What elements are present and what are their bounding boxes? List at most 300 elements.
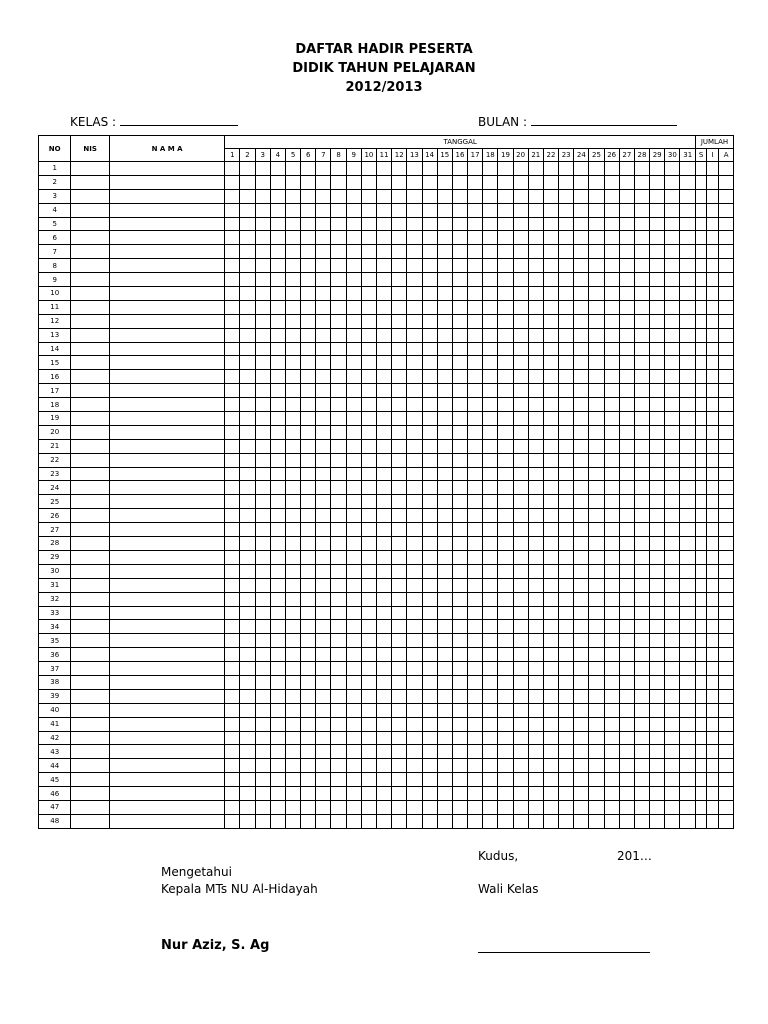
attendance-cell[interactable] xyxy=(498,328,513,342)
attendance-cell[interactable] xyxy=(680,231,696,245)
attendance-cell[interactable] xyxy=(468,634,483,648)
attendance-cell[interactable] xyxy=(407,342,422,356)
attendance-cell[interactable] xyxy=(719,398,734,412)
attendance-cell[interactable] xyxy=(407,370,422,384)
attendance-cell[interactable] xyxy=(543,328,558,342)
attendance-cell[interactable] xyxy=(407,592,422,606)
attendance-cell[interactable] xyxy=(680,481,696,495)
attendance-cell[interactable] xyxy=(407,523,422,537)
attendance-cell[interactable] xyxy=(407,537,422,551)
attendance-cell[interactable] xyxy=(346,537,361,551)
attendance-cell[interactable] xyxy=(346,759,361,773)
attendance-cell[interactable] xyxy=(559,370,574,384)
attendance-cell[interactable] xyxy=(301,481,316,495)
attendance-cell[interactable] xyxy=(331,203,346,217)
attendance-cell[interactable] xyxy=(574,439,589,453)
attendance-cell[interactable] xyxy=(422,453,437,467)
attendance-cell[interactable] xyxy=(483,509,498,523)
attendance-cell[interactable] xyxy=(407,648,422,662)
nama-cell[interactable] xyxy=(109,759,224,773)
attendance-cell[interactable] xyxy=(331,523,346,537)
attendance-cell[interactable] xyxy=(574,523,589,537)
attendance-cell[interactable] xyxy=(696,175,707,189)
attendance-cell[interactable] xyxy=(437,509,452,523)
attendance-cell[interactable] xyxy=(589,662,604,676)
attendance-cell[interactable] xyxy=(452,273,467,287)
attendance-cell[interactable] xyxy=(650,328,665,342)
attendance-cell[interactable] xyxy=(407,231,422,245)
attendance-cell[interactable] xyxy=(225,509,240,523)
attendance-cell[interactable] xyxy=(650,287,665,301)
attendance-cell[interactable] xyxy=(604,231,619,245)
attendance-cell[interactable] xyxy=(696,162,707,176)
attendance-cell[interactable] xyxy=(498,231,513,245)
attendance-cell[interactable] xyxy=(407,578,422,592)
attendance-cell[interactable] xyxy=(255,162,270,176)
attendance-cell[interactable] xyxy=(377,287,392,301)
attendance-cell[interactable] xyxy=(301,537,316,551)
nis-cell[interactable] xyxy=(71,523,109,537)
attendance-cell[interactable] xyxy=(316,814,331,828)
attendance-cell[interactable] xyxy=(513,189,528,203)
attendance-cell[interactable] xyxy=(255,717,270,731)
attendance-cell[interactable] xyxy=(225,578,240,592)
attendance-cell[interactable] xyxy=(559,203,574,217)
attendance-cell[interactable] xyxy=(468,412,483,426)
attendance-cell[interactable] xyxy=(331,439,346,453)
attendance-cell[interactable] xyxy=(361,245,376,259)
attendance-cell[interactable] xyxy=(619,314,634,328)
attendance-cell[interactable] xyxy=(437,217,452,231)
attendance-cell[interactable] xyxy=(270,203,285,217)
attendance-cell[interactable] xyxy=(285,648,300,662)
attendance-cell[interactable] xyxy=(285,495,300,509)
attendance-cell[interactable] xyxy=(707,384,719,398)
attendance-cell[interactable] xyxy=(707,523,719,537)
attendance-cell[interactable] xyxy=(240,689,255,703)
attendance-cell[interactable] xyxy=(270,564,285,578)
attendance-cell[interactable] xyxy=(270,523,285,537)
attendance-cell[interactable] xyxy=(528,606,543,620)
attendance-cell[interactable] xyxy=(589,342,604,356)
attendance-cell[interactable] xyxy=(468,175,483,189)
attendance-cell[interactable] xyxy=(240,370,255,384)
attendance-cell[interactable] xyxy=(361,495,376,509)
attendance-cell[interactable] xyxy=(331,759,346,773)
attendance-cell[interactable] xyxy=(316,328,331,342)
attendance-cell[interactable] xyxy=(498,217,513,231)
attendance-cell[interactable] xyxy=(719,662,734,676)
attendance-cell[interactable] xyxy=(680,356,696,370)
attendance-cell[interactable] xyxy=(361,453,376,467)
attendance-cell[interactable] xyxy=(270,787,285,801)
nis-cell[interactable] xyxy=(71,245,109,259)
attendance-cell[interactable] xyxy=(270,314,285,328)
attendance-cell[interactable] xyxy=(604,745,619,759)
attendance-cell[interactable] xyxy=(543,481,558,495)
attendance-cell[interactable] xyxy=(301,620,316,634)
attendance-cell[interactable] xyxy=(270,328,285,342)
nis-cell[interactable] xyxy=(71,370,109,384)
attendance-cell[interactable] xyxy=(680,342,696,356)
attendance-cell[interactable] xyxy=(407,356,422,370)
attendance-cell[interactable] xyxy=(407,731,422,745)
attendance-cell[interactable] xyxy=(589,425,604,439)
attendance-cell[interactable] xyxy=(543,634,558,648)
attendance-cell[interactable] xyxy=(650,384,665,398)
attendance-cell[interactable] xyxy=(604,300,619,314)
attendance-cell[interactable] xyxy=(528,634,543,648)
attendance-cell[interactable] xyxy=(377,412,392,426)
attendance-cell[interactable] xyxy=(422,217,437,231)
attendance-cell[interactable] xyxy=(719,814,734,828)
attendance-cell[interactable] xyxy=(468,328,483,342)
attendance-cell[interactable] xyxy=(468,578,483,592)
attendance-cell[interactable] xyxy=(392,231,407,245)
attendance-cell[interactable] xyxy=(634,439,649,453)
attendance-cell[interactable] xyxy=(240,606,255,620)
attendance-cell[interactable] xyxy=(719,717,734,731)
attendance-cell[interactable] xyxy=(559,328,574,342)
attendance-cell[interactable] xyxy=(270,259,285,273)
attendance-cell[interactable] xyxy=(361,342,376,356)
attendance-cell[interactable] xyxy=(665,620,680,634)
attendance-cell[interactable] xyxy=(452,259,467,273)
attendance-cell[interactable] xyxy=(665,731,680,745)
attendance-cell[interactable] xyxy=(574,745,589,759)
attendance-cell[interactable] xyxy=(301,203,316,217)
attendance-cell[interactable] xyxy=(225,731,240,745)
attendance-cell[interactable] xyxy=(346,550,361,564)
attendance-cell[interactable] xyxy=(589,731,604,745)
attendance-cell[interactable] xyxy=(392,453,407,467)
attendance-cell[interactable] xyxy=(361,231,376,245)
attendance-cell[interactable] xyxy=(468,689,483,703)
attendance-cell[interactable] xyxy=(301,787,316,801)
nama-cell[interactable] xyxy=(109,634,224,648)
attendance-cell[interactable] xyxy=(392,745,407,759)
nama-cell[interactable] xyxy=(109,412,224,426)
attendance-cell[interactable] xyxy=(634,745,649,759)
attendance-cell[interactable] xyxy=(331,634,346,648)
attendance-cell[interactable] xyxy=(719,689,734,703)
attendance-cell[interactable] xyxy=(422,578,437,592)
nama-cell[interactable] xyxy=(109,245,224,259)
attendance-cell[interactable] xyxy=(665,550,680,564)
attendance-cell[interactable] xyxy=(559,412,574,426)
attendance-cell[interactable] xyxy=(634,453,649,467)
attendance-cell[interactable] xyxy=(604,550,619,564)
attendance-cell[interactable] xyxy=(422,592,437,606)
attendance-cell[interactable] xyxy=(498,356,513,370)
attendance-cell[interactable] xyxy=(225,717,240,731)
attendance-cell[interactable] xyxy=(634,273,649,287)
attendance-cell[interactable] xyxy=(468,370,483,384)
attendance-cell[interactable] xyxy=(316,648,331,662)
attendance-cell[interactable] xyxy=(665,398,680,412)
attendance-cell[interactable] xyxy=(452,384,467,398)
attendance-cell[interactable] xyxy=(377,328,392,342)
attendance-cell[interactable] xyxy=(665,328,680,342)
attendance-cell[interactable] xyxy=(634,287,649,301)
attendance-cell[interactable] xyxy=(316,745,331,759)
attendance-cell[interactable] xyxy=(422,300,437,314)
nama-cell[interactable] xyxy=(109,509,224,523)
attendance-cell[interactable] xyxy=(422,425,437,439)
nis-cell[interactable] xyxy=(71,703,109,717)
attendance-cell[interactable] xyxy=(680,814,696,828)
nis-cell[interactable] xyxy=(71,689,109,703)
attendance-cell[interactable] xyxy=(498,162,513,176)
attendance-cell[interactable] xyxy=(719,620,734,634)
nis-cell[interactable] xyxy=(71,162,109,176)
attendance-cell[interactable] xyxy=(392,300,407,314)
attendance-cell[interactable] xyxy=(513,731,528,745)
attendance-cell[interactable] xyxy=(377,189,392,203)
attendance-cell[interactable] xyxy=(528,662,543,676)
attendance-cell[interactable] xyxy=(452,162,467,176)
nis-cell[interactable] xyxy=(71,439,109,453)
attendance-cell[interactable] xyxy=(483,523,498,537)
attendance-cell[interactable] xyxy=(270,675,285,689)
attendance-cell[interactable] xyxy=(528,703,543,717)
attendance-cell[interactable] xyxy=(543,814,558,828)
attendance-cell[interactable] xyxy=(468,314,483,328)
attendance-cell[interactable] xyxy=(270,759,285,773)
attendance-cell[interactable] xyxy=(707,467,719,481)
attendance-cell[interactable] xyxy=(377,662,392,676)
attendance-cell[interactable] xyxy=(392,717,407,731)
attendance-cell[interactable] xyxy=(255,550,270,564)
attendance-cell[interactable] xyxy=(468,620,483,634)
attendance-cell[interactable] xyxy=(437,287,452,301)
attendance-cell[interactable] xyxy=(285,314,300,328)
attendance-cell[interactable] xyxy=(316,634,331,648)
attendance-cell[interactable] xyxy=(240,703,255,717)
attendance-cell[interactable] xyxy=(634,162,649,176)
attendance-cell[interactable] xyxy=(483,245,498,259)
attendance-cell[interactable] xyxy=(285,509,300,523)
attendance-cell[interactable] xyxy=(392,370,407,384)
attendance-cell[interactable] xyxy=(680,731,696,745)
attendance-cell[interactable] xyxy=(619,634,634,648)
attendance-cell[interactable] xyxy=(316,703,331,717)
attendance-cell[interactable] xyxy=(634,467,649,481)
attendance-cell[interactable] xyxy=(301,342,316,356)
attendance-cell[interactable] xyxy=(650,314,665,328)
attendance-cell[interactable] xyxy=(270,800,285,814)
attendance-cell[interactable] xyxy=(604,189,619,203)
attendance-cell[interactable] xyxy=(619,356,634,370)
attendance-cell[interactable] xyxy=(707,537,719,551)
attendance-cell[interactable] xyxy=(680,800,696,814)
attendance-cell[interactable] xyxy=(634,592,649,606)
attendance-cell[interactable] xyxy=(240,384,255,398)
attendance-cell[interactable] xyxy=(346,467,361,481)
nis-cell[interactable] xyxy=(71,314,109,328)
attendance-cell[interactable] xyxy=(619,731,634,745)
attendance-cell[interactable] xyxy=(316,731,331,745)
attendance-cell[interactable] xyxy=(407,675,422,689)
attendance-cell[interactable] xyxy=(513,675,528,689)
attendance-cell[interactable] xyxy=(452,314,467,328)
attendance-cell[interactable] xyxy=(285,384,300,398)
attendance-cell[interactable] xyxy=(468,703,483,717)
nama-cell[interactable] xyxy=(109,453,224,467)
attendance-cell[interactable] xyxy=(270,592,285,606)
nis-cell[interactable] xyxy=(71,550,109,564)
attendance-cell[interactable] xyxy=(707,189,719,203)
attendance-cell[interactable] xyxy=(331,550,346,564)
attendance-cell[interactable] xyxy=(543,745,558,759)
attendance-cell[interactable] xyxy=(634,537,649,551)
attendance-cell[interactable] xyxy=(392,467,407,481)
attendance-cell[interactable] xyxy=(665,800,680,814)
attendance-cell[interactable] xyxy=(316,717,331,731)
attendance-cell[interactable] xyxy=(452,398,467,412)
attendance-cell[interactable] xyxy=(270,273,285,287)
attendance-cell[interactable] xyxy=(574,273,589,287)
attendance-cell[interactable] xyxy=(437,495,452,509)
attendance-cell[interactable] xyxy=(589,800,604,814)
attendance-cell[interactable] xyxy=(225,675,240,689)
attendance-cell[interactable] xyxy=(513,523,528,537)
attendance-cell[interactable] xyxy=(604,787,619,801)
nis-cell[interactable] xyxy=(71,787,109,801)
attendance-cell[interactable] xyxy=(696,217,707,231)
attendance-cell[interactable] xyxy=(528,745,543,759)
attendance-cell[interactable] xyxy=(483,731,498,745)
attendance-cell[interactable] xyxy=(392,564,407,578)
attendance-cell[interactable] xyxy=(316,162,331,176)
attendance-cell[interactable] xyxy=(665,606,680,620)
attendance-cell[interactable] xyxy=(498,259,513,273)
attendance-cell[interactable] xyxy=(707,162,719,176)
attendance-cell[interactable] xyxy=(696,564,707,578)
attendance-cell[interactable] xyxy=(513,412,528,426)
attendance-cell[interactable] xyxy=(346,509,361,523)
attendance-cell[interactable] xyxy=(331,481,346,495)
attendance-cell[interactable] xyxy=(285,731,300,745)
attendance-cell[interactable] xyxy=(468,439,483,453)
attendance-cell[interactable] xyxy=(452,564,467,578)
attendance-cell[interactable] xyxy=(574,259,589,273)
attendance-cell[interactable] xyxy=(468,759,483,773)
attendance-cell[interactable] xyxy=(589,703,604,717)
attendance-cell[interactable] xyxy=(513,745,528,759)
attendance-cell[interactable] xyxy=(346,481,361,495)
attendance-cell[interactable] xyxy=(468,162,483,176)
attendance-cell[interactable] xyxy=(665,175,680,189)
attendance-cell[interactable] xyxy=(346,287,361,301)
attendance-cell[interactable] xyxy=(422,495,437,509)
attendance-cell[interactable] xyxy=(437,425,452,439)
attendance-cell[interactable] xyxy=(543,175,558,189)
attendance-cell[interactable] xyxy=(559,189,574,203)
attendance-cell[interactable] xyxy=(528,787,543,801)
attendance-cell[interactable] xyxy=(634,245,649,259)
attendance-cell[interactable] xyxy=(498,787,513,801)
attendance-cell[interactable] xyxy=(528,550,543,564)
attendance-cell[interactable] xyxy=(559,564,574,578)
attendance-cell[interactable] xyxy=(422,162,437,176)
attendance-cell[interactable] xyxy=(696,537,707,551)
attendance-cell[interactable] xyxy=(543,731,558,745)
attendance-cell[interactable] xyxy=(513,356,528,370)
attendance-cell[interactable] xyxy=(559,759,574,773)
attendance-cell[interactable] xyxy=(528,439,543,453)
attendance-cell[interactable] xyxy=(225,259,240,273)
attendance-cell[interactable] xyxy=(650,300,665,314)
attendance-cell[interactable] xyxy=(255,537,270,551)
attendance-cell[interactable] xyxy=(361,189,376,203)
attendance-cell[interactable] xyxy=(452,717,467,731)
attendance-cell[interactable] xyxy=(392,689,407,703)
attendance-cell[interactable] xyxy=(392,273,407,287)
attendance-cell[interactable] xyxy=(240,425,255,439)
attendance-cell[interactable] xyxy=(498,689,513,703)
attendance-cell[interactable] xyxy=(604,537,619,551)
attendance-cell[interactable] xyxy=(437,398,452,412)
attendance-cell[interactable] xyxy=(559,509,574,523)
attendance-cell[interactable] xyxy=(680,287,696,301)
attendance-cell[interactable] xyxy=(665,259,680,273)
attendance-cell[interactable] xyxy=(680,648,696,662)
attendance-cell[interactable] xyxy=(452,453,467,467)
attendance-cell[interactable] xyxy=(483,189,498,203)
attendance-cell[interactable] xyxy=(719,412,734,426)
attendance-cell[interactable] xyxy=(407,203,422,217)
attendance-cell[interactable] xyxy=(634,550,649,564)
attendance-cell[interactable] xyxy=(543,467,558,481)
attendance-cell[interactable] xyxy=(468,745,483,759)
attendance-cell[interactable] xyxy=(589,495,604,509)
attendance-cell[interactable] xyxy=(543,453,558,467)
attendance-cell[interactable] xyxy=(437,800,452,814)
attendance-cell[interactable] xyxy=(543,287,558,301)
attendance-cell[interactable] xyxy=(346,717,361,731)
attendance-cell[interactable] xyxy=(331,384,346,398)
attendance-cell[interactable] xyxy=(285,287,300,301)
attendance-cell[interactable] xyxy=(422,259,437,273)
attendance-cell[interactable] xyxy=(680,662,696,676)
attendance-cell[interactable] xyxy=(650,509,665,523)
attendance-cell[interactable] xyxy=(270,245,285,259)
attendance-cell[interactable] xyxy=(331,342,346,356)
attendance-cell[interactable] xyxy=(665,648,680,662)
attendance-cell[interactable] xyxy=(301,245,316,259)
attendance-cell[interactable] xyxy=(513,648,528,662)
attendance-cell[interactable] xyxy=(604,662,619,676)
attendance-cell[interactable] xyxy=(559,245,574,259)
attendance-cell[interactable] xyxy=(285,356,300,370)
attendance-cell[interactable] xyxy=(483,675,498,689)
attendance-cell[interactable] xyxy=(528,523,543,537)
attendance-cell[interactable] xyxy=(285,300,300,314)
attendance-cell[interactable] xyxy=(437,537,452,551)
attendance-cell[interactable] xyxy=(719,259,734,273)
attendance-cell[interactable] xyxy=(285,800,300,814)
attendance-cell[interactable] xyxy=(346,439,361,453)
attendance-cell[interactable] xyxy=(377,370,392,384)
attendance-cell[interactable] xyxy=(619,412,634,426)
attendance-cell[interactable] xyxy=(513,300,528,314)
attendance-cell[interactable] xyxy=(316,300,331,314)
attendance-cell[interactable] xyxy=(285,175,300,189)
attendance-cell[interactable] xyxy=(346,370,361,384)
attendance-cell[interactable] xyxy=(665,509,680,523)
attendance-cell[interactable] xyxy=(240,412,255,426)
